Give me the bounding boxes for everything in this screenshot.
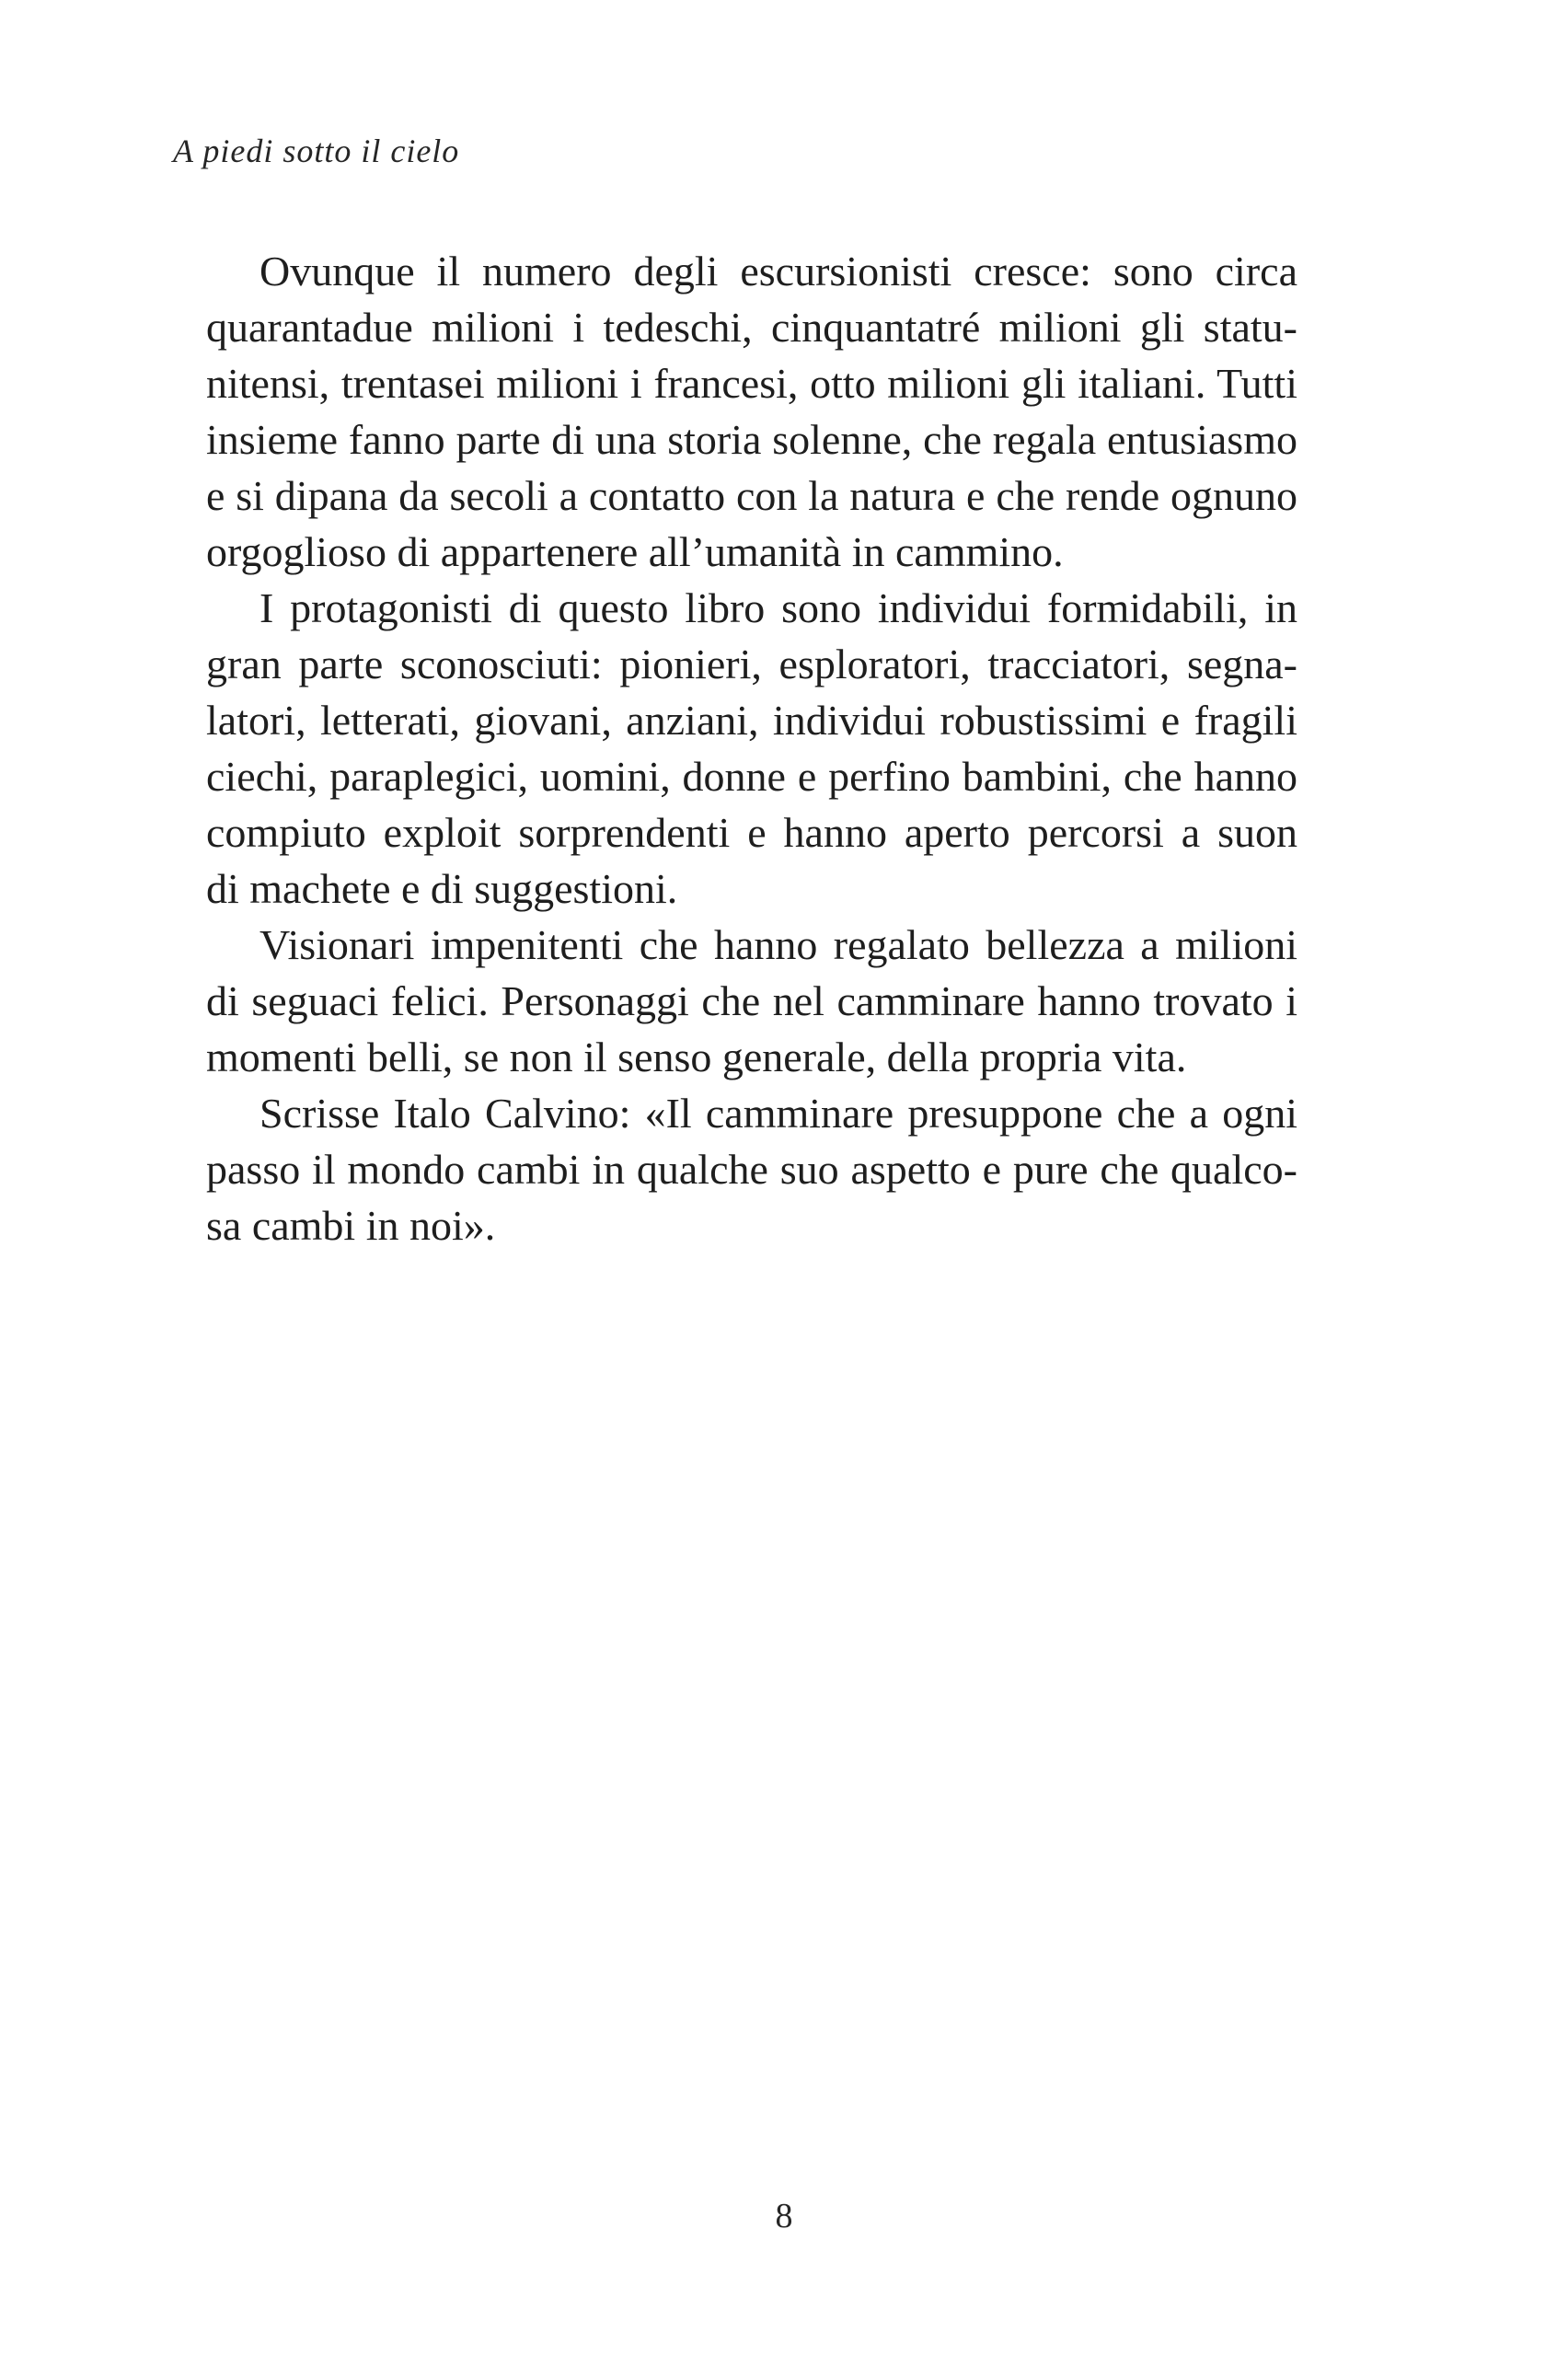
text-line: passo il mondo cambi in qualche suo aspetto e pure che qualco-: [206, 1146, 1297, 1193]
paragraph-2: [206, 580, 1297, 917]
text-line: di seguaci felici. Personaggi che nel camminare hanno trovato i: [206, 977, 1297, 1024]
text-line: insieme fanno parte di una storia solenne, che regala entusiasmo: [206, 416, 1297, 463]
text-line: Ovunque il numero degli escursionisti cresce: sono circa: [259, 248, 1297, 294]
page-number: 8: [775, 2197, 793, 2235]
paragraph-4: [206, 1085, 1297, 1253]
text-line: momenti belli, se non il senso generale, della propria vita.: [206, 1034, 1187, 1080]
text-line: orgoglioso di appartenere all’umanità in cammino.: [206, 528, 1064, 575]
running-head: A piedi sotto il cielo: [173, 133, 460, 169]
text-line: ciechi, paraplegici, uomini, donne e perfino bambini, che hanno: [206, 753, 1297, 800]
text-line: compiuto exploit sorprendenti e hanno aperto percorsi a suon: [206, 809, 1297, 856]
text-line: di machete e di suggestioni.: [206, 865, 678, 912]
text-line: gran parte sconosciuti: pionieri, esploratori, tracciatori, segna-: [206, 641, 1297, 687]
text-line: e si dipana da secoli a contatto con la natura e che rende ognuno: [206, 472, 1297, 519]
body-text: [206, 243, 1297, 1253]
paragraph-1: [206, 243, 1297, 580]
text-line: I protagonisti di questo libro sono individui formidabili, in: [259, 584, 1297, 631]
text-line: latori, letterati, giovani, anziani, individui robustissimi e fragili: [206, 697, 1297, 744]
text-line: Scrisse Italo Calvino: «Il camminare presuppone che a ogni: [259, 1090, 1297, 1137]
paragraph-3: [206, 917, 1297, 1085]
text-line: quarantadue milioni i tedeschi, cinquantatré milioni gli statu-: [206, 304, 1297, 351]
text-line: nitensi, trentasei milioni i francesi, otto milioni gli italiani. Tutti: [206, 360, 1297, 407]
text-line: Visionari impenitenti che hanno regalato bellezza a milioni: [259, 921, 1297, 968]
text-line: sa cambi in noi».: [206, 1202, 496, 1249]
